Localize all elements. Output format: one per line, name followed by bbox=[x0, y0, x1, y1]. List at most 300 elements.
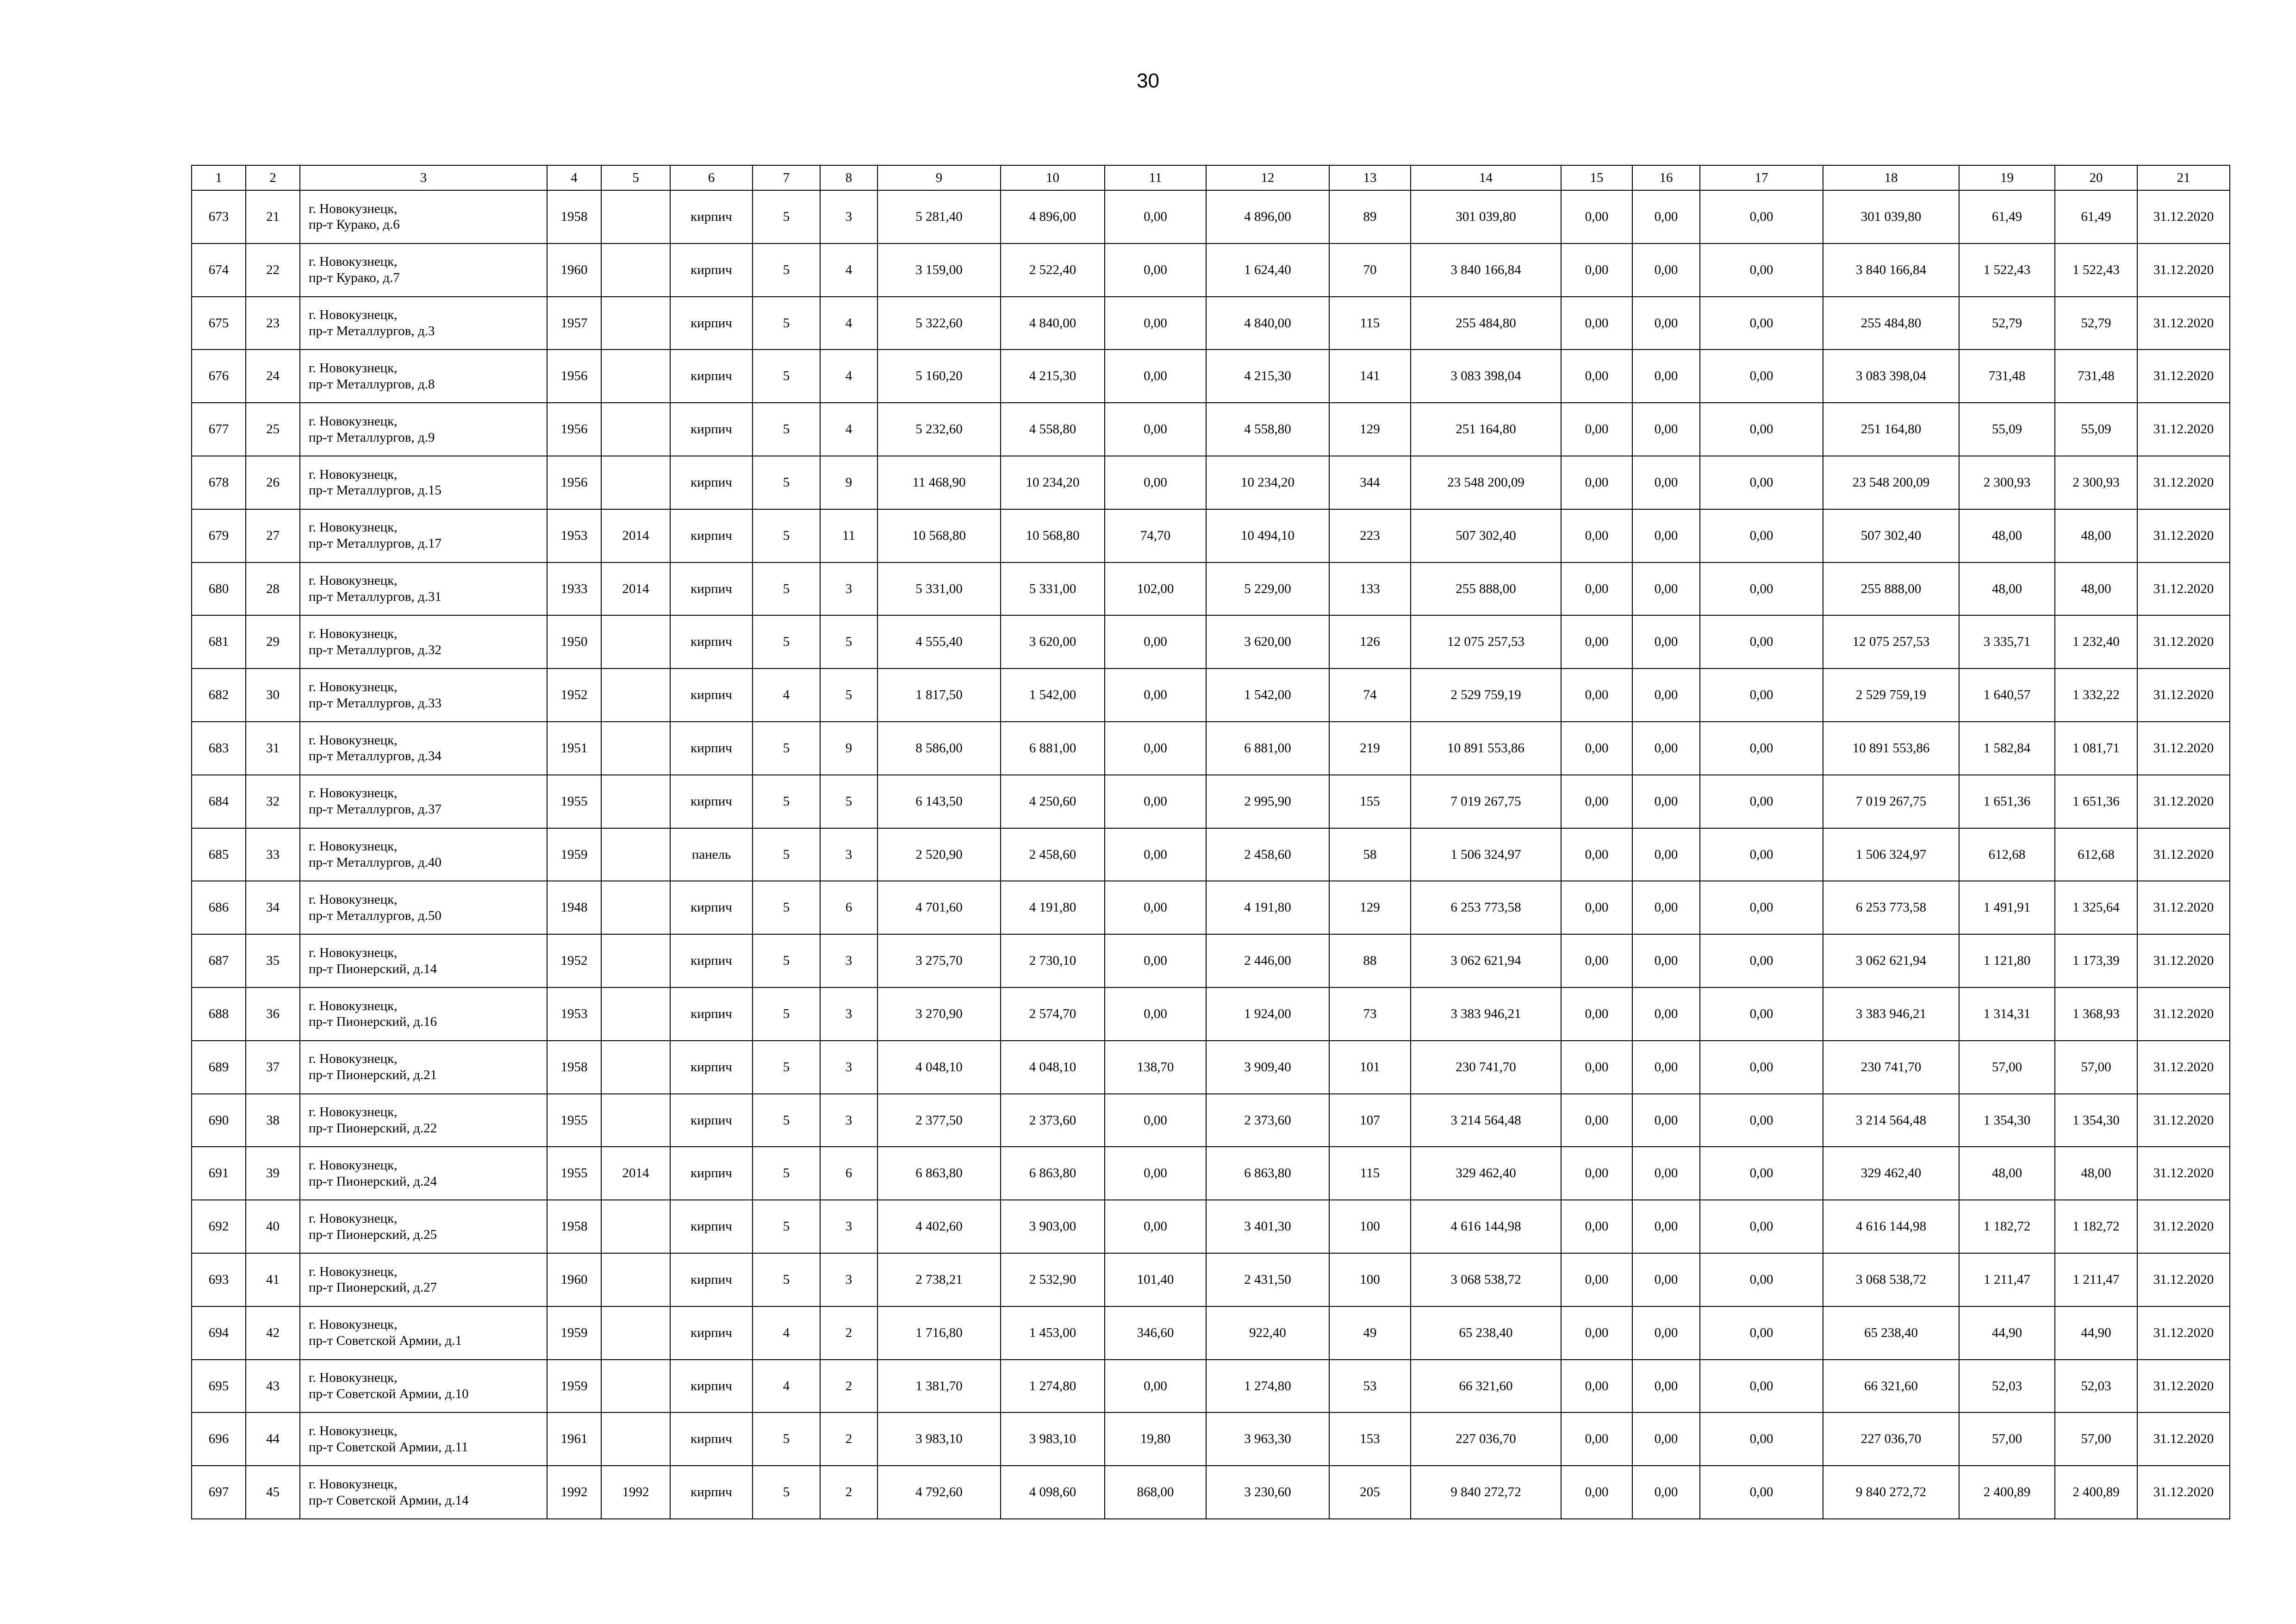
municipal-row-number-cell: 42 bbox=[246, 1306, 300, 1360]
municipal-area-cell: 0,00 bbox=[1105, 722, 1206, 775]
local-budget-cell: 0,00 bbox=[1700, 987, 1823, 1041]
specific-cost-cell: 44,90 bbox=[1959, 1306, 2055, 1360]
fund-financing-cell: 0,00 bbox=[1561, 828, 1632, 881]
living-area-cell: 3 903,00 bbox=[1001, 1200, 1105, 1253]
address-street: пр-т Металлургов, д.9 bbox=[309, 430, 435, 445]
local-budget-cell: 0,00 bbox=[1700, 775, 1823, 828]
table-row bbox=[192, 775, 2230, 828]
wall-material-cell: кирпич bbox=[670, 987, 753, 1041]
total-area-cell: 4 555,40 bbox=[877, 615, 1001, 668]
residents-cell: 89 bbox=[1329, 190, 1411, 244]
table-row bbox=[192, 828, 2230, 881]
address-city: г. Новокузнецк, bbox=[309, 945, 398, 960]
deadline-cell: 31.12.2020 bbox=[2137, 244, 2230, 297]
entrances-cell: 3 bbox=[820, 828, 877, 881]
total-area-cell: 5 232,60 bbox=[877, 403, 1001, 456]
specific-cost-cell: 1 354,30 bbox=[1959, 1094, 2055, 1147]
living-area-cell: 10 234,20 bbox=[1001, 456, 1105, 509]
private-area-cell: 2 446,00 bbox=[1206, 934, 1329, 987]
row-number-cell: 678 bbox=[192, 456, 246, 509]
wall-material-cell: кирпич bbox=[670, 775, 753, 828]
address-street: пр-т Металлургов, д.15 bbox=[309, 483, 442, 498]
total-area-cell: 8 586,00 bbox=[877, 722, 1001, 775]
address-cell bbox=[300, 1200, 547, 1253]
entrances-cell: 6 bbox=[820, 881, 877, 934]
max-cost-cell: 57,00 bbox=[2055, 1041, 2137, 1094]
regional-budget-cell: 0,00 bbox=[1632, 244, 1700, 297]
address-city: г. Новокузнецк, bbox=[309, 1476, 398, 1492]
municipal-row-number-cell: 24 bbox=[246, 350, 300, 403]
regional-budget-cell: 0,00 bbox=[1632, 1094, 1700, 1147]
last-repair-year-cell bbox=[601, 1360, 670, 1413]
max-cost-cell: 1 332,22 bbox=[2055, 668, 2137, 722]
municipal-area-cell: 0,00 bbox=[1105, 456, 1206, 509]
total-area-cell: 4 701,60 bbox=[877, 881, 1001, 934]
specific-cost-cell: 52,03 bbox=[1959, 1360, 2055, 1413]
fund-financing-cell: 0,00 bbox=[1561, 668, 1632, 722]
entrances-cell: 3 bbox=[820, 1200, 877, 1253]
private-area-cell: 2 458,60 bbox=[1206, 828, 1329, 881]
table-row bbox=[192, 1147, 2230, 1200]
specific-cost-cell: 1 121,80 bbox=[1959, 934, 2055, 987]
owners-funds-cell: 9 840 272,72 bbox=[1823, 1466, 1959, 1519]
wall-material-cell: кирпич bbox=[670, 190, 753, 244]
total-area-cell: 10 568,80 bbox=[877, 509, 1001, 562]
address-street: пр-т Металлургов, д.31 bbox=[309, 589, 442, 604]
regional-budget-cell: 0,00 bbox=[1632, 668, 1700, 722]
residents-cell: 53 bbox=[1329, 1360, 1411, 1413]
column-number-header: 15 bbox=[1561, 165, 1632, 190]
last-repair-year-cell bbox=[601, 1253, 670, 1306]
last-repair-year-cell bbox=[601, 456, 670, 509]
table-row bbox=[192, 1306, 2230, 1360]
commissioning-year-cell: 1957 bbox=[547, 297, 601, 350]
local-budget-cell: 0,00 bbox=[1700, 456, 1823, 509]
living-area-cell: 4 098,60 bbox=[1001, 1466, 1105, 1519]
owners-funds-cell: 3 062 621,94 bbox=[1823, 934, 1959, 987]
max-cost-cell: 2 400,89 bbox=[2055, 1466, 2137, 1519]
column-number-header: 10 bbox=[1001, 165, 1105, 190]
row-number-cell: 680 bbox=[192, 562, 246, 616]
municipal-area-cell: 0,00 bbox=[1105, 1147, 1206, 1200]
total-cost-cell: 3 062 621,94 bbox=[1411, 934, 1561, 987]
deadline-cell: 31.12.2020 bbox=[2137, 1466, 2230, 1519]
table-row bbox=[192, 1094, 2230, 1147]
table-row bbox=[192, 934, 2230, 987]
row-number-cell: 686 bbox=[192, 881, 246, 934]
owners-funds-cell: 507 302,40 bbox=[1823, 509, 1959, 562]
table-row bbox=[192, 244, 2230, 297]
address-street: пр-т Металлургов, д.37 bbox=[309, 802, 442, 817]
last-repair-year-cell bbox=[601, 987, 670, 1041]
residents-cell: 129 bbox=[1329, 403, 1411, 456]
column-number-header: 9 bbox=[877, 165, 1001, 190]
wall-material-cell: кирпич bbox=[670, 615, 753, 668]
address-street: пр-т Металлургов, д.33 bbox=[309, 695, 442, 711]
local-budget-cell: 0,00 bbox=[1700, 1466, 1823, 1519]
address-street: пр-т Металлургов, д.32 bbox=[309, 642, 442, 657]
commissioning-year-cell: 1956 bbox=[547, 350, 601, 403]
entrances-cell: 4 bbox=[820, 403, 877, 456]
total-cost-cell: 3 383 946,21 bbox=[1411, 987, 1561, 1041]
row-number-cell: 687 bbox=[192, 934, 246, 987]
total-area-cell: 4 402,60 bbox=[877, 1200, 1001, 1253]
floors-cell: 4 bbox=[753, 1360, 820, 1413]
deadline-cell: 31.12.2020 bbox=[2137, 1041, 2230, 1094]
floors-cell: 5 bbox=[753, 297, 820, 350]
wall-material-cell: кирпич bbox=[670, 1306, 753, 1360]
living-area-cell: 1 453,00 bbox=[1001, 1306, 1105, 1360]
local-budget-cell: 0,00 bbox=[1700, 668, 1823, 722]
total-cost-cell: 2 529 759,19 bbox=[1411, 668, 1561, 722]
address-street: пр-т Пионерский, д.27 bbox=[309, 1280, 437, 1295]
living-area-cell: 10 568,80 bbox=[1001, 509, 1105, 562]
wall-material-cell: кирпич bbox=[670, 244, 753, 297]
max-cost-cell: 57,00 bbox=[2055, 1412, 2137, 1466]
residents-cell: 70 bbox=[1329, 244, 1411, 297]
last-repair-year-cell bbox=[601, 881, 670, 934]
local-budget-cell: 0,00 bbox=[1700, 1412, 1823, 1466]
specific-cost-cell: 48,00 bbox=[1959, 562, 2055, 616]
regional-budget-cell: 0,00 bbox=[1632, 297, 1700, 350]
floors-cell: 5 bbox=[753, 881, 820, 934]
deadline-cell: 31.12.2020 bbox=[2137, 562, 2230, 616]
table-row bbox=[192, 987, 2230, 1041]
table-row bbox=[192, 881, 2230, 934]
max-cost-cell: 48,00 bbox=[2055, 1147, 2137, 1200]
owners-funds-cell: 65 238,40 bbox=[1823, 1306, 1959, 1360]
max-cost-cell: 1 651,36 bbox=[2055, 775, 2137, 828]
municipal-row-number-cell: 28 bbox=[246, 562, 300, 616]
floors-cell: 5 bbox=[753, 1041, 820, 1094]
address-city: г. Новокузнецк, bbox=[309, 201, 398, 216]
floors-cell: 5 bbox=[753, 722, 820, 775]
last-repair-year-cell bbox=[601, 1041, 670, 1094]
row-number-cell: 696 bbox=[192, 1412, 246, 1466]
table-row bbox=[192, 1466, 2230, 1519]
address-cell bbox=[300, 1412, 547, 1466]
wall-material-cell: кирпич bbox=[670, 1253, 753, 1306]
living-area-cell: 6 863,80 bbox=[1001, 1147, 1105, 1200]
commissioning-year-cell: 1955 bbox=[547, 775, 601, 828]
private-area-cell: 6 881,00 bbox=[1206, 722, 1329, 775]
local-budget-cell: 0,00 bbox=[1700, 615, 1823, 668]
fund-financing-cell: 0,00 bbox=[1561, 1253, 1632, 1306]
specific-cost-cell: 57,00 bbox=[1959, 1041, 2055, 1094]
fund-financing-cell: 0,00 bbox=[1561, 1466, 1632, 1519]
max-cost-cell: 48,00 bbox=[2055, 562, 2137, 616]
municipal-row-number-cell: 33 bbox=[246, 828, 300, 881]
specific-cost-cell: 2 400,89 bbox=[1959, 1466, 2055, 1519]
row-number-cell: 685 bbox=[192, 828, 246, 881]
entrances-cell: 2 bbox=[820, 1412, 877, 1466]
owners-funds-cell: 255 888,00 bbox=[1823, 562, 1959, 616]
table-row bbox=[192, 1412, 2230, 1466]
fund-financing-cell: 0,00 bbox=[1561, 509, 1632, 562]
living-area-cell: 1 542,00 bbox=[1001, 668, 1105, 722]
deadline-cell: 31.12.2020 bbox=[2137, 350, 2230, 403]
commissioning-year-cell: 1959 bbox=[547, 1306, 601, 1360]
last-repair-year-cell bbox=[601, 1306, 670, 1360]
total-area-cell: 2 377,50 bbox=[877, 1094, 1001, 1147]
residents-cell: 101 bbox=[1329, 1041, 1411, 1094]
row-number-cell: 697 bbox=[192, 1466, 246, 1519]
column-number-header: 2 bbox=[246, 165, 300, 190]
private-area-cell: 1 924,00 bbox=[1206, 987, 1329, 1041]
entrances-cell: 5 bbox=[820, 775, 877, 828]
specific-cost-cell: 731,48 bbox=[1959, 350, 2055, 403]
column-number-header: 6 bbox=[670, 165, 753, 190]
commissioning-year-cell: 1992 bbox=[547, 1466, 601, 1519]
address-cell bbox=[300, 190, 547, 244]
address-cell bbox=[300, 456, 547, 509]
total-cost-cell: 3 068 538,72 bbox=[1411, 1253, 1561, 1306]
column-number-header-row bbox=[192, 165, 2230, 190]
municipal-area-cell: 0,00 bbox=[1105, 350, 1206, 403]
total-cost-cell: 230 741,70 bbox=[1411, 1041, 1561, 1094]
address-street: пр-т Металлургов, д.50 bbox=[309, 908, 442, 923]
row-number-cell: 692 bbox=[192, 1200, 246, 1253]
address-street: пр-т Пионерский, д.25 bbox=[309, 1227, 437, 1242]
address-cell bbox=[300, 1360, 547, 1413]
commissioning-year-cell: 1953 bbox=[547, 987, 601, 1041]
fund-financing-cell: 0,00 bbox=[1561, 934, 1632, 987]
column-number-header: 14 bbox=[1411, 165, 1561, 190]
commissioning-year-cell: 1959 bbox=[547, 828, 601, 881]
address-cell bbox=[300, 297, 547, 350]
address-cell bbox=[300, 244, 547, 297]
fund-financing-cell: 0,00 bbox=[1561, 1360, 1632, 1413]
municipal-area-cell: 0,00 bbox=[1105, 297, 1206, 350]
deadline-cell: 31.12.2020 bbox=[2137, 668, 2230, 722]
residents-cell: 126 bbox=[1329, 615, 1411, 668]
local-budget-cell: 0,00 bbox=[1700, 1360, 1823, 1413]
max-cost-cell: 1 368,93 bbox=[2055, 987, 2137, 1041]
total-cost-cell: 329 462,40 bbox=[1411, 1147, 1561, 1200]
residents-cell: 344 bbox=[1329, 456, 1411, 509]
deadline-cell: 31.12.2020 bbox=[2137, 190, 2230, 244]
entrances-cell: 11 bbox=[820, 509, 877, 562]
max-cost-cell: 1 325,64 bbox=[2055, 881, 2137, 934]
total-area-cell: 3 270,90 bbox=[877, 987, 1001, 1041]
deadline-cell: 31.12.2020 bbox=[2137, 934, 2230, 987]
max-cost-cell: 55,09 bbox=[2055, 403, 2137, 456]
commissioning-year-cell: 1958 bbox=[547, 1200, 601, 1253]
living-area-cell: 5 331,00 bbox=[1001, 562, 1105, 616]
municipal-row-number-cell: 32 bbox=[246, 775, 300, 828]
floors-cell: 5 bbox=[753, 562, 820, 616]
last-repair-year-cell bbox=[601, 722, 670, 775]
floors-cell: 5 bbox=[753, 828, 820, 881]
max-cost-cell: 1 182,72 bbox=[2055, 1200, 2137, 1253]
private-area-cell: 922,40 bbox=[1206, 1306, 1329, 1360]
commissioning-year-cell: 1952 bbox=[547, 934, 601, 987]
total-cost-cell: 4 616 144,98 bbox=[1411, 1200, 1561, 1253]
residents-cell: 129 bbox=[1329, 881, 1411, 934]
fund-financing-cell: 0,00 bbox=[1561, 987, 1632, 1041]
total-cost-cell: 3 214 564,48 bbox=[1411, 1094, 1561, 1147]
residents-cell: 73 bbox=[1329, 987, 1411, 1041]
owners-funds-cell: 12 075 257,53 bbox=[1823, 615, 1959, 668]
municipal-area-cell: 0,00 bbox=[1105, 987, 1206, 1041]
fund-financing-cell: 0,00 bbox=[1561, 350, 1632, 403]
table-row bbox=[192, 615, 2230, 668]
max-cost-cell: 1 232,40 bbox=[2055, 615, 2137, 668]
living-area-cell: 2 730,10 bbox=[1001, 934, 1105, 987]
commissioning-year-cell: 1950 bbox=[547, 615, 601, 668]
deadline-cell: 31.12.2020 bbox=[2137, 1200, 2230, 1253]
total-cost-cell: 301 039,80 bbox=[1411, 190, 1561, 244]
owners-funds-cell: 10 891 553,86 bbox=[1823, 722, 1959, 775]
deadline-cell: 31.12.2020 bbox=[2137, 722, 2230, 775]
specific-cost-cell: 1 582,84 bbox=[1959, 722, 2055, 775]
address-city: г. Новокузнецк, bbox=[309, 998, 398, 1013]
last-repair-year-cell bbox=[601, 350, 670, 403]
total-cost-cell: 65 238,40 bbox=[1411, 1306, 1561, 1360]
last-repair-year-cell bbox=[601, 775, 670, 828]
municipal-area-cell: 0,00 bbox=[1105, 828, 1206, 881]
owners-funds-cell: 7 019 267,75 bbox=[1823, 775, 1959, 828]
owners-funds-cell: 23 548 200,09 bbox=[1823, 456, 1959, 509]
max-cost-cell: 48,00 bbox=[2055, 509, 2137, 562]
row-number-cell: 688 bbox=[192, 987, 246, 1041]
owners-funds-cell: 230 741,70 bbox=[1823, 1041, 1959, 1094]
column-number-header: 3 bbox=[300, 165, 547, 190]
owners-funds-cell: 227 036,70 bbox=[1823, 1412, 1959, 1466]
fund-financing-cell: 0,00 bbox=[1561, 190, 1632, 244]
address-cell bbox=[300, 1041, 547, 1094]
fund-financing-cell: 0,00 bbox=[1561, 244, 1632, 297]
municipal-area-cell: 0,00 bbox=[1105, 403, 1206, 456]
row-number-cell: 691 bbox=[192, 1147, 246, 1200]
column-number-header: 5 bbox=[601, 165, 670, 190]
municipal-row-number-cell: 44 bbox=[246, 1412, 300, 1466]
deadline-cell: 31.12.2020 bbox=[2137, 881, 2230, 934]
address-cell bbox=[300, 403, 547, 456]
fund-financing-cell: 0,00 bbox=[1561, 1147, 1632, 1200]
regional-budget-cell: 0,00 bbox=[1632, 1253, 1700, 1306]
floors-cell: 4 bbox=[753, 1306, 820, 1360]
max-cost-cell: 1 354,30 bbox=[2055, 1094, 2137, 1147]
wall-material-cell: кирпич bbox=[670, 509, 753, 562]
regional-budget-cell: 0,00 bbox=[1632, 1306, 1700, 1360]
entrances-cell: 3 bbox=[820, 562, 877, 616]
private-area-cell: 10 494,10 bbox=[1206, 509, 1329, 562]
floors-cell: 5 bbox=[753, 987, 820, 1041]
total-area-cell: 1 817,50 bbox=[877, 668, 1001, 722]
total-area-cell: 4 048,10 bbox=[877, 1041, 1001, 1094]
private-area-cell: 4 840,00 bbox=[1206, 297, 1329, 350]
table-row bbox=[192, 1360, 2230, 1413]
local-budget-cell: 0,00 bbox=[1700, 934, 1823, 987]
private-area-cell: 1 274,80 bbox=[1206, 1360, 1329, 1413]
wall-material-cell: кирпич bbox=[670, 934, 753, 987]
municipal-area-cell: 0,00 bbox=[1105, 668, 1206, 722]
column-number-header: 4 bbox=[547, 165, 601, 190]
entrances-cell: 3 bbox=[820, 1041, 877, 1094]
private-area-cell: 4 191,80 bbox=[1206, 881, 1329, 934]
last-repair-year-cell: 2014 bbox=[601, 1147, 670, 1200]
municipal-area-cell: 19,80 bbox=[1105, 1412, 1206, 1466]
table-row bbox=[192, 456, 2230, 509]
address-cell bbox=[300, 350, 547, 403]
max-cost-cell: 1 173,39 bbox=[2055, 934, 2137, 987]
private-area-cell: 2 431,50 bbox=[1206, 1253, 1329, 1306]
floors-cell: 5 bbox=[753, 244, 820, 297]
last-repair-year-cell bbox=[601, 244, 670, 297]
row-number-cell: 690 bbox=[192, 1094, 246, 1147]
total-area-cell: 5 331,00 bbox=[877, 562, 1001, 616]
regional-budget-cell: 0,00 bbox=[1632, 403, 1700, 456]
private-area-cell: 3 963,30 bbox=[1206, 1412, 1329, 1466]
total-area-cell: 2 520,90 bbox=[877, 828, 1001, 881]
address-cell bbox=[300, 1466, 547, 1519]
fund-financing-cell: 0,00 bbox=[1561, 615, 1632, 668]
floors-cell: 5 bbox=[753, 1466, 820, 1519]
municipal-row-number-cell: 31 bbox=[246, 722, 300, 775]
column-number-header: 8 bbox=[820, 165, 877, 190]
floors-cell: 5 bbox=[753, 1253, 820, 1306]
address-cell bbox=[300, 668, 547, 722]
address-city: г. Новокузнецк, bbox=[309, 1105, 398, 1120]
address-cell bbox=[300, 615, 547, 668]
floors-cell: 5 bbox=[753, 934, 820, 987]
private-area-cell: 4 896,00 bbox=[1206, 190, 1329, 244]
address-city: г. Новокузнецк, bbox=[309, 360, 398, 375]
owners-funds-cell: 1 506 324,97 bbox=[1823, 828, 1959, 881]
address-city: г. Новокузнецк, bbox=[309, 786, 398, 801]
residents-cell: 155 bbox=[1329, 775, 1411, 828]
municipal-area-cell: 0,00 bbox=[1105, 1360, 1206, 1413]
address-street: пр-т Металлургов, д.8 bbox=[309, 376, 435, 392]
wall-material-cell: кирпич bbox=[670, 350, 753, 403]
address-street: пр-т Советской Армии, д.11 bbox=[309, 1439, 468, 1455]
fund-financing-cell: 0,00 bbox=[1561, 297, 1632, 350]
wall-material-cell: кирпич bbox=[670, 668, 753, 722]
living-area-cell: 4 896,00 bbox=[1001, 190, 1105, 244]
regional-budget-cell: 0,00 bbox=[1632, 1412, 1700, 1466]
address-city: г. Новокузнецк, bbox=[309, 679, 398, 694]
max-cost-cell: 2 300,93 bbox=[2055, 456, 2137, 509]
address-street: пр-т Пионерский, д.14 bbox=[309, 961, 437, 976]
address-street: пр-т Металлургов, д.3 bbox=[309, 323, 435, 338]
table-row bbox=[192, 1253, 2230, 1306]
municipal-row-number-cell: 45 bbox=[246, 1466, 300, 1519]
local-budget-cell: 0,00 bbox=[1700, 403, 1823, 456]
floors-cell: 5 bbox=[753, 1094, 820, 1147]
living-area-cell: 6 881,00 bbox=[1001, 722, 1105, 775]
municipal-row-number-cell: 27 bbox=[246, 509, 300, 562]
municipal-row-number-cell: 35 bbox=[246, 934, 300, 987]
fund-financing-cell: 0,00 bbox=[1561, 1306, 1632, 1360]
local-budget-cell: 0,00 bbox=[1700, 509, 1823, 562]
entrances-cell: 6 bbox=[820, 1147, 877, 1200]
total-area-cell: 1 381,70 bbox=[877, 1360, 1001, 1413]
owners-funds-cell: 329 462,40 bbox=[1823, 1147, 1959, 1200]
total-cost-cell: 9 840 272,72 bbox=[1411, 1466, 1561, 1519]
entrances-cell: 3 bbox=[820, 934, 877, 987]
local-budget-cell: 0,00 bbox=[1700, 1306, 1823, 1360]
specific-cost-cell: 1 211,47 bbox=[1959, 1253, 2055, 1306]
private-area-cell: 5 229,00 bbox=[1206, 562, 1329, 616]
specific-cost-cell: 1 182,72 bbox=[1959, 1200, 2055, 1253]
municipal-row-number-cell: 39 bbox=[246, 1147, 300, 1200]
total-cost-cell: 3 083 398,04 bbox=[1411, 350, 1561, 403]
floors-cell: 5 bbox=[753, 190, 820, 244]
private-area-cell: 3 909,40 bbox=[1206, 1041, 1329, 1094]
total-cost-cell: 12 075 257,53 bbox=[1411, 615, 1561, 668]
max-cost-cell: 52,03 bbox=[2055, 1360, 2137, 1413]
